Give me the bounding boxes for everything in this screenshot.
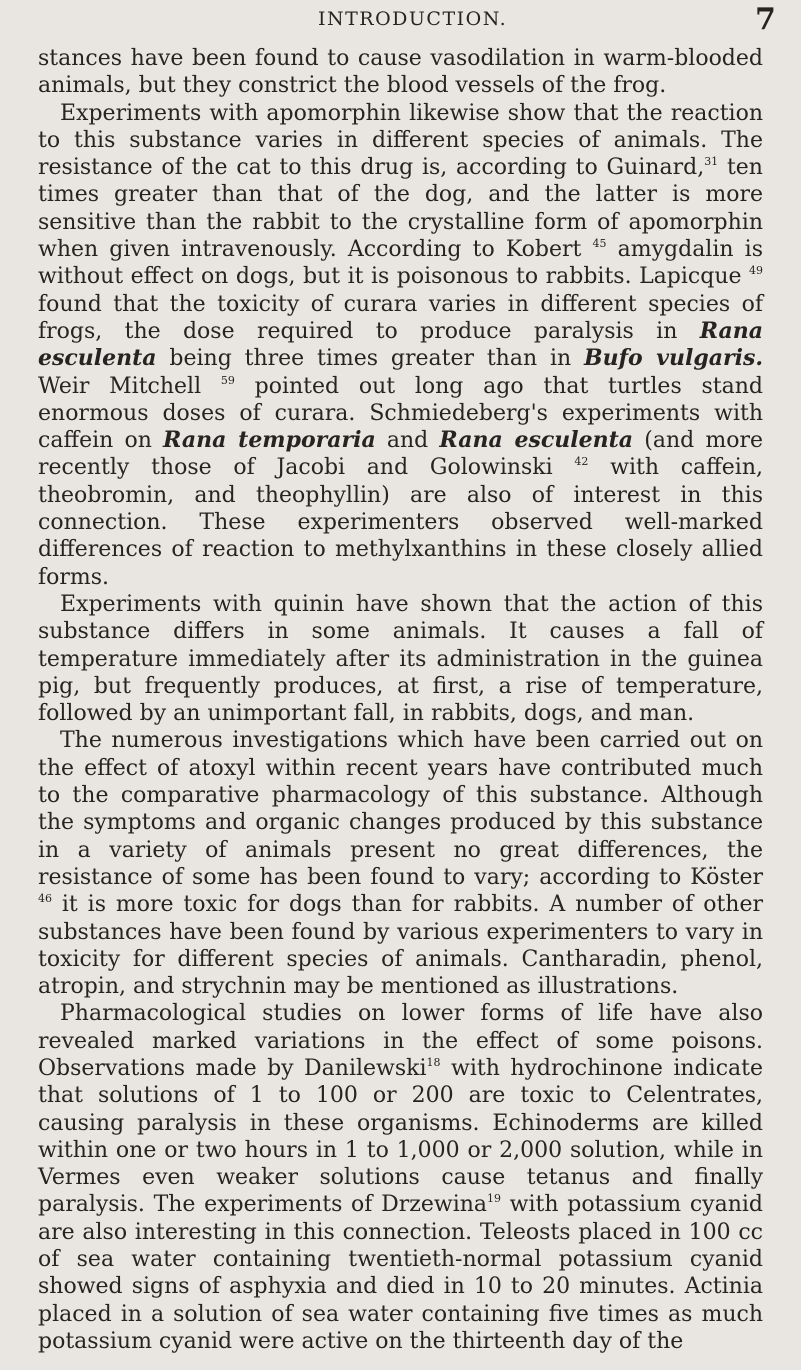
text-run: and [375, 428, 440, 454]
text-run: being three times greater than in [156, 346, 584, 372]
running-head: INTRODUCTION. [318, 8, 508, 30]
text-run: pointed out long ago that turtles stand enormous doses of curara. Schmiedeberg's experiments with caffein on [38, 373, 763, 454]
species-name: Rana temporaria [163, 427, 376, 454]
footnote-ref: 19 [487, 1192, 502, 1206]
species-name: Rana esculenta [38, 317, 763, 372]
text-run: (and more recently those of Jacobi and Golowinski [38, 428, 763, 481]
paragraph [38, 1000, 763, 1355]
paragraph [38, 727, 763, 1000]
text-run: Pharmacological studies on lower forms of life have also revealed marked variations in the effect of some poisons. Observations made by Danilewski [38, 1001, 763, 1081]
text-run: it is more toxic for dogs than for rabbits. A number of other substances have been found by various experimenters to vary in toxicity for different species of animals. Cantharadin, phenol, atropin, and strychnin may be mentioned as illustrations. [38, 892, 763, 1000]
footnote-ref: 18 [426, 1055, 441, 1069]
footnote-ref: 42 [574, 455, 589, 469]
page-number: 7 [755, 2, 776, 37]
paragraph [38, 100, 763, 591]
text-run: Experiments with quinin have shown that the action of this substance differs in some animals. It causes a fall of temperature immediately after its administration in the guinea pig, but frequently produces, at first, a rise of temperature, followed by an unimportant fall, in rabbits, dogs, and man. [38, 591, 763, 727]
body-text [38, 45, 763, 1355]
species-name: Rana esculenta [439, 427, 634, 454]
footnote-ref: 59 [220, 373, 235, 387]
text-run: Experiments with apomorphin likewise show that the reaction to this substance varies in different species of animals. The resistance of the cat to this drug is, according to Guinard, [38, 100, 763, 181]
text-run: with potassium cyanid are also interesting in this connection. Teleosts placed in 100 cc of sea water containing twentieth-normal potassium cyanid showed signs of asphyxia and died in 10 to 20 minutes. Actinia placed in a solution of sea water containing five times as much potassium cyanid were active on the thirteenth day of the [38, 1192, 763, 1354]
text-run: stances have been found to cause vasodilation in warm-blooded animals, but they constrict the blood vessels of the frog. [38, 46, 763, 99]
text-run: Weir Mitchell [38, 373, 221, 399]
text-run: found that the toxicity of curara varies in different species of frogs, the dose required to produce paralysis in [38, 291, 763, 344]
paragraph [38, 45, 763, 100]
text-run: ten times greater than that of the dog, and the latter is more sensitive than the rabbit to the crystalline form of apomorphin when given intravenously. According to Kobert [38, 155, 763, 263]
footnote-ref: 46 [38, 892, 52, 906]
footnote-ref: 31 [704, 155, 719, 169]
species-name: Bufo vulgaris. [584, 345, 763, 372]
text-run: with hydrochinone indicate that solutions of 1 to 100 or 200 are toxic to Celentrates, causing paralysis in these organisms. Echinoderms are killed within one or two hours in 1 to 1,000 or 2,000 solution, while in Vermes even weaker solutions cause tetanus and finally paralysis. The experiments of Drzewina [38, 1055, 763, 1218]
page-header [0, 2, 801, 38]
text-run: with caffein, theobromin, and theophyllin) are also of interest in this connection. These experimenters observed well-marked differences of reaction to methylxanthins in these closely allied forms. [38, 455, 764, 590]
footnote-ref: 49 [749, 264, 763, 278]
paragraph [38, 591, 763, 727]
footnote-ref: 45 [592, 237, 607, 251]
text-run: The numerous investigations which have been carried out on the effect of atoxyl within recent years have contributed much to the comparative pharmacology of this substance. Although the symptoms and organic changes produced by this substance in a variety of animals present no great differences, the resistance of some has been found to vary; according to Köster [38, 728, 763, 890]
text-run: amygdalin is without effect on dogs, but it is poisonous to rabbits. Lapicque [38, 237, 763, 290]
